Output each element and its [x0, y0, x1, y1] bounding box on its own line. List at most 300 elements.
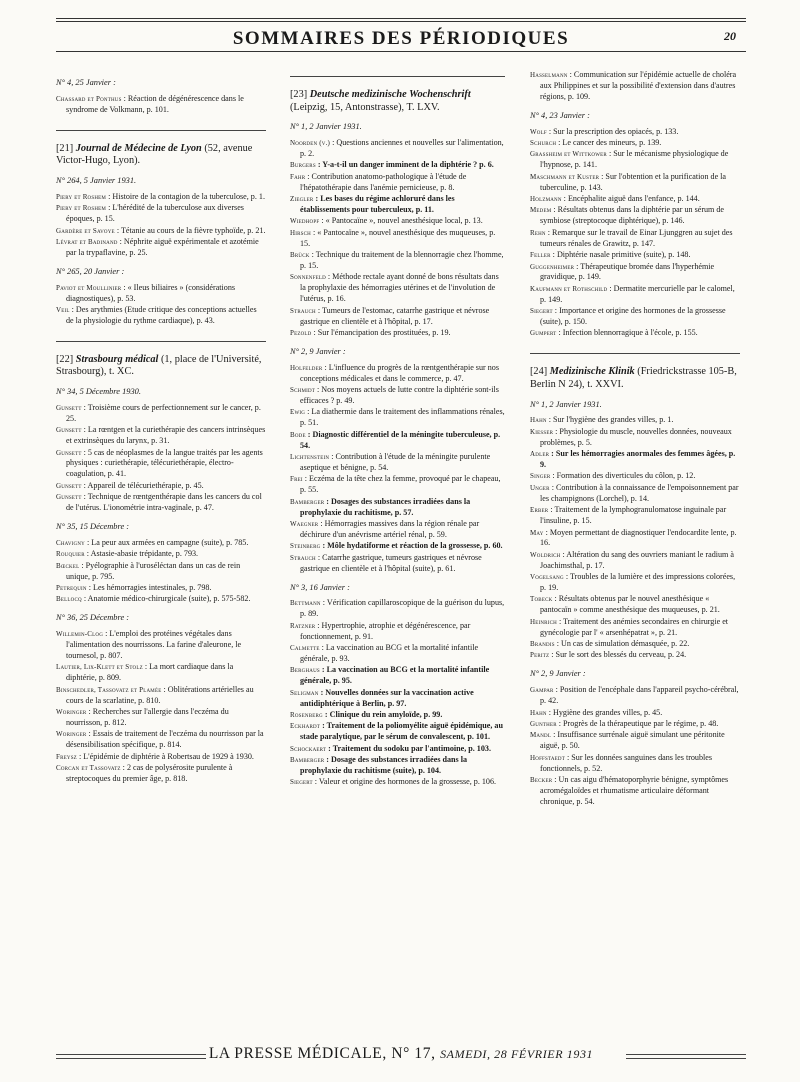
article-entry: [56, 629, 266, 662]
journal-address: (1, place de l'Université, Strasbourg), t. XC.: [56, 353, 262, 378]
column-2: [290, 70, 505, 789]
entry-title: : Communication sur l'épidémie actuelle de choléra aux Philippines et sur la possibilité d'extension dans d'autres régions, p. 109.: [540, 70, 737, 101]
entry-title: : Thérapeutique bromée dans l'hyperhémie gravidique, p. 149.: [540, 261, 715, 282]
article-entry: [530, 650, 740, 661]
entry-title: : L'hérédité de la tuberculose aux diverses époques, p. 15.: [66, 203, 244, 224]
article-entry: [56, 549, 266, 560]
entry-authors: Wolf: [530, 127, 547, 136]
article-entry: [56, 283, 266, 305]
entry-title: : Sur la prescription des opiacés, p. 133.: [546, 126, 679, 136]
issue-heading: N° 3, 16 Janvier :: [290, 582, 350, 592]
entry-title: : Importance et origine des hormones de la grossesse (suite), p. 150.: [540, 306, 726, 327]
entry-authors: Kiesser: [530, 427, 554, 436]
entry-title: : Physiologie du muscle, nouvelles données, nouveaux problèmes, p. 5.: [540, 426, 732, 447]
column-3: [530, 70, 740, 808]
article-entry: [56, 752, 266, 763]
entry-title: : Résultats obtenus par le nouvel anesthésique « pantocaïn » comme anesthésique des muqueuses, p. 21.: [540, 594, 720, 615]
entry-authors: Erber: [530, 506, 549, 515]
entry-title: : Des arythmies (Etude critique des conceptions actuelles de la physiologie du rythme cardiaque), p. 43.: [66, 304, 257, 325]
entry-authors: Kaufmann et Rothschild: [530, 284, 608, 293]
article-entry: [530, 262, 740, 284]
entry-title: : Réaction de dégénérescence dans le syndrome de Volkmann, p. 101.: [66, 93, 244, 114]
entry-authors: Bamberger: [290, 497, 325, 506]
page-header: [56, 18, 746, 52]
section-divider: [530, 353, 740, 354]
article-entry: [530, 194, 740, 205]
entry-title: : Troisième cours de perfectionnement sur le cancer, p. 25.: [66, 402, 261, 423]
article-entry: [530, 306, 740, 328]
entry-title: : Questions anciennes et nouvelles sur l'alimentation, p. 2.: [300, 138, 504, 158]
entry-title: : L'influence du progrès de la rœntgenthérapie sur nos conceptions médicales et dans le commerce, p. 47.: [300, 362, 499, 383]
article-entry: [290, 306, 505, 328]
entry-title: : Y-a-t-il un danger imminent de la diphtérie ? p. 6.: [315, 160, 494, 170]
article-entry: [530, 719, 740, 730]
entry-title: : La diathermie dans le traitement des inflammations rénales, p. 51.: [300, 407, 505, 428]
entry-title: : Dosages des substances irradiées dans la prophylaxie du rachitisme, p. 57.: [300, 496, 471, 517]
entry-title: : Contribution anatomo-pathologique à l'étude de l'hépatothérapie dans l'anémie pernicieuse, p. 8.: [300, 171, 467, 192]
article-entry: [290, 688, 505, 710]
journal-number: [22]: [56, 353, 76, 365]
article-entry: [290, 755, 505, 777]
entry-authors: Fahr: [290, 172, 306, 181]
journal-heading: [530, 366, 740, 391]
article-entry: [530, 427, 740, 449]
entry-authors: Hoffstaedt: [530, 753, 565, 762]
article-entry: [290, 452, 505, 474]
entry-authors: Lautier, Lix-Klett et Stolz: [56, 663, 143, 672]
entry-title: : Sur l'émancipation des prostituées, p. 19.: [311, 328, 451, 337]
entry-authors: Frei: [290, 475, 303, 484]
footer-date: SAMEDI, 28 FÉVRIER 1931: [440, 1047, 594, 1061]
entry-authors: Petrequin: [56, 583, 87, 592]
journal-name: Journal de Médecine de Lyon: [75, 142, 202, 154]
entry-title: : Les bases du régime achloruré dans les établissements pour tuberculeux, p. 11.: [300, 194, 455, 215]
entry-authors: Bellocq: [56, 595, 82, 604]
entry-title: : Hygiène des grandes villes, p. 45.: [546, 707, 663, 717]
column-1: [56, 70, 266, 785]
entry-title: : Nos moyens actuels de lutte contre la diphtérie sont-ils efficaces ? p. 49.: [300, 385, 499, 406]
entry-authors: Grassheim et Wittkower: [530, 150, 607, 159]
entry-authors: Bode: [290, 430, 306, 439]
article-entry: [530, 70, 740, 103]
article-entry: [530, 708, 740, 719]
entry-title: : Anatomie médico-chirurgicale (suite), p. 575-582.: [81, 594, 251, 604]
entry-title: : Môle hydatiforme et réaction de la grossesse, p. 60.: [320, 541, 503, 551]
entry-title: : « Pantocaïne », nouvel anesthésique local, p. 13.: [319, 216, 483, 226]
entry-authors: Veil: [56, 305, 70, 314]
article-entry: [290, 744, 505, 755]
article-entry: [290, 160, 505, 171]
entry-title: : Sur le sort des blessés du cerveau, p. 24.: [549, 650, 687, 660]
article-entry: [290, 216, 505, 227]
entry-authors: Tobeck: [530, 595, 553, 604]
entry-title: : Hypertrophie, atrophie et dégénérescence, par fonctionnement, p. 91.: [300, 620, 471, 641]
article-entry: [56, 594, 266, 605]
issue-heading: N° 2, 9 Janvier :: [530, 669, 586, 679]
entry-authors: Gunsett: [56, 493, 82, 502]
entry-authors: Chavigny: [56, 538, 85, 547]
entry-title: : Sur l'hygiène des grandes villes, p. 1.: [546, 415, 674, 425]
article-entry: [290, 643, 505, 665]
issue-heading: N° 1, 2 Janvier 1931.: [290, 122, 362, 132]
journal-address: (Friedrickstrasse 105-B, Berlin N 24), t. XXVI.: [530, 366, 737, 390]
entry-authors: Holfelder: [290, 363, 323, 372]
entry-authors: Lévrat et Badinand: [56, 237, 118, 246]
article-entry: [530, 775, 740, 808]
entry-title: : Insuffisance surrénale aiguë simulant une péritonite aiguë, p. 50.: [540, 730, 725, 751]
entry-authors: Mandl: [530, 731, 552, 740]
entry-authors: Rosenberg: [290, 711, 323, 719]
issue-heading: N° 264, 5 Janvier 1931.: [56, 175, 137, 185]
entry-authors: Peritz: [530, 651, 550, 660]
article-entry: [290, 519, 505, 541]
article-entry: [530, 449, 740, 471]
entry-authors: Noorden (v.): [290, 139, 331, 148]
entry-authors: Gunsett: [56, 403, 82, 412]
entry-title: : Sur les hémorragies anormales des femmes âgées, p. 9.: [540, 449, 736, 470]
article-entry: [290, 385, 505, 407]
article-entry: [530, 250, 740, 261]
entry-title: : Méthode rectale ayant donné de bons résultats dans la prophylaxie des hémorragies utérines et de l'involution de l'utérus, p. 16.: [300, 272, 499, 304]
entry-title: : Moyen permettant de diagnostiquer l'endocardite lente, p. 16.: [540, 527, 737, 548]
entry-title: : Remarque sur le travail de Einar Ljunggren au sujet des tumeurs rénales de Grawitz, p. 147.: [540, 227, 733, 248]
entry-authors: Freysz: [56, 752, 77, 761]
entry-authors: Rehn: [530, 228, 546, 237]
entry-authors: Vogelsang: [530, 573, 564, 582]
entry-authors: Bettmann: [290, 599, 321, 608]
article-entry: [290, 621, 505, 643]
article-entry: [530, 415, 740, 426]
entry-title: : 2 cas de polysérosite purulente à streptocoques du premier âge, p. 818.: [66, 763, 233, 783]
issue-heading: N° 2, 9 Janvier :: [290, 346, 346, 356]
entry-authors: Gunsett: [56, 426, 82, 435]
entry-title: : La peur aux armées en campagne (suite), p. 785.: [84, 537, 249, 547]
entry-title: : Technique du traitement de la blennorragie chez l'homme, p. 15.: [300, 250, 504, 271]
entry-title: : Sur le mécanisme physiologique de l'hypnose, p. 141.: [540, 149, 729, 170]
issue-heading: N° 4, 25 Janvier :: [56, 78, 116, 87]
entry-authors: Chassard et Ponthus: [56, 94, 122, 103]
entry-title: : Valeur et origine des hormones de la grossesse, p. 106.: [312, 777, 497, 787]
entry-title: : Catarrhe gastrique, tumeurs gastriques et névrose gastrique en clientèle et à l'hôpital (suite), p. 61.: [300, 552, 482, 573]
article-entry: [290, 721, 505, 743]
section-divider: [56, 341, 266, 342]
article-entry: [290, 665, 505, 687]
entry-authors: Pezold: [290, 329, 312, 337]
entry-authors: Calmette: [290, 644, 320, 653]
entry-authors: Guggenheimer: [530, 262, 575, 271]
entry-authors: Ziegler: [290, 195, 314, 204]
entry-authors: Piery et Roshem: [56, 192, 107, 201]
article-entry: [290, 250, 505, 272]
entry-authors: Woringer: [56, 730, 87, 739]
article-entry: [290, 272, 505, 305]
entry-authors: Sonnenfeld: [290, 273, 326, 282]
entry-authors: Strauch: [290, 553, 316, 562]
article-entry: [290, 474, 505, 496]
entry-title: : Pyélographie à l'uroséléctan dans un cas de rein unique, p. 795.: [66, 560, 241, 581]
entry-authors: Gunsett: [56, 448, 82, 457]
entry-title: : La vaccination au BCG et la mortalité infantile générale, p. 95.: [300, 665, 490, 686]
journal-address: (Leipzig, 15, Antonstrasse), T. LXV.: [290, 101, 440, 113]
article-entry: [290, 228, 505, 250]
entry-authors: Ratzner: [290, 621, 316, 630]
article-entry: [530, 617, 740, 639]
issue-heading: N° 265, 20 Janvier :: [56, 266, 125, 276]
article-entry: [290, 777, 505, 788]
entry-authors: Seligman: [290, 688, 319, 697]
entry-title: : Sur les données sanguines dans les troubles fonctionnels, p. 52.: [540, 752, 713, 773]
section-divider: [290, 76, 505, 77]
issue-heading: N° 34, 5 Décembre 1930.: [56, 386, 141, 396]
header-rule-top: [56, 18, 746, 19]
entry-authors: Steinberg: [290, 542, 321, 551]
article-entry: [530, 228, 740, 250]
article-entry: [56, 763, 266, 785]
entry-title: : Appareil de télécuriethérapie, p. 45.: [81, 480, 204, 490]
entry-title: : Formation des diverticules du côlon, p. 12.: [550, 471, 696, 481]
entry-authors: Wiedhopf: [290, 217, 320, 226]
journal-number: [23]: [290, 89, 310, 100]
article-entry: [530, 594, 740, 616]
section-divider: [56, 130, 266, 131]
article-entry: [56, 707, 266, 729]
entry-title: : La rœntgen et la curiethérapie des cancers intrinsèques et extrinsèques du larynx, p. 31.: [66, 425, 266, 446]
journal-heading: [56, 143, 266, 168]
entry-authors: May: [530, 528, 544, 537]
entry-title: : Clinique du rein amyloïde, p. 99.: [322, 710, 443, 719]
article-entry: [290, 541, 505, 552]
header-rule-top-2: [56, 21, 746, 22]
entry-title: : Tétanie au cours de la fièvre typhoïde, p. 21.: [114, 225, 266, 235]
article-entry: [530, 572, 740, 594]
entry-title: : Résultats obtenus dans la diphtérie par un sérum de symbiose (streptocoque diphtérique), p. 146.: [540, 205, 725, 226]
entry-authors: Rouquier: [56, 550, 85, 559]
article-entry: [530, 149, 740, 171]
entry-title: : L'emploi des protéines végétales dans l'alimentation des nourrissons. La farine d'aleurone, le tournesol, p. 807.: [66, 629, 242, 660]
article-entry: [56, 481, 266, 492]
article-entry: [56, 192, 266, 203]
article-entry: [530, 528, 740, 550]
article-entry: [530, 471, 740, 482]
article-entry: [290, 710, 505, 721]
page-title: SOMMAIRES DES PÉRIODIQUES: [232, 28, 570, 49]
article-entry: [56, 685, 266, 707]
entry-authors: Medem: [530, 206, 552, 215]
entry-title: : Traitement des anémies secondaires en chirurgie et gynécologie par l' « arsenhépatrat », p. 21.: [540, 616, 729, 637]
entry-authors: Maschmann et Kuster: [530, 172, 600, 181]
article-entry: [530, 483, 740, 505]
entry-authors: Burgers: [290, 161, 316, 170]
entry-authors: Singer: [530, 472, 551, 481]
entry-title: : Traitement de la poliomyélite aiguë épidémique, au stade paralytique, par le sérum de convalescent, p. 101.: [300, 721, 503, 742]
entry-title: : Nouvelles données sur la vaccination active antidiphtérique à Berlin, p. 97.: [300, 687, 474, 708]
journal-number: [24]: [530, 366, 550, 378]
entry-title: : Technique de rœntgenthérapie dans les cancers du col de l'utérus. L'ionométrie intra-vaginale, p. 47.: [66, 492, 262, 513]
entry-title: : Le cancer des mineurs, p. 139.: [556, 138, 662, 148]
entry-title: : Dermatite mercurielle par le calomel, p. 149.: [540, 283, 735, 304]
entry-title: : « Pantocaïne », nouvel anesthésique des muqueuses, p. 15.: [300, 227, 496, 248]
entry-title: : Traitement du sodoku par l'antimoine, p. 103.: [326, 743, 491, 753]
entry-authors: Gunther: [530, 720, 557, 728]
article-entry: [56, 226, 266, 237]
issue-heading: N° 4, 23 Janvier :: [530, 110, 590, 120]
article-entry: [530, 284, 740, 306]
issue-heading: N° 1, 2 Janvier 1931.: [530, 399, 602, 409]
entry-authors: Heinrich: [530, 617, 557, 626]
entry-title: : La mort cardiaque dans la diphtérie, p. 809.: [66, 662, 234, 683]
entry-authors: Piery et Roshem: [56, 204, 107, 213]
journal-address: (52, avenue Victor-Hugo, Lyon).: [56, 142, 253, 167]
header-rule-bottom: [56, 51, 746, 52]
article-entry: [56, 203, 266, 225]
entry-authors: Holzmann: [530, 195, 562, 204]
article-entry: [56, 583, 266, 594]
entry-title: : Diagnostic différentiel de la méningite tuberculeuse, p. 54.: [300, 429, 501, 450]
entry-authors: Lichtenstein: [290, 453, 330, 462]
article-entry: [530, 505, 740, 527]
entry-title: : Sur l'obtention et la purification de la tuberculine, p. 143.: [540, 171, 727, 192]
article-entry: [530, 205, 740, 227]
entry-title: : Hémorragies massives dans la région rénale par déchirure d'un anévrisme artériel rénal, p. 59.: [300, 519, 480, 539]
article-entry: [530, 639, 740, 650]
entry-authors: Hahn: [530, 708, 547, 717]
journal-heading: [56, 354, 266, 379]
journal-heading: [290, 89, 505, 114]
entry-authors: Bamberger: [290, 756, 325, 765]
entry-title: : L'épidémie de diphtérie à Robertsau de 1929 à 1930.: [76, 751, 254, 761]
journal-name: Medizinische Klinik: [549, 366, 635, 378]
entry-authors: Gunsett: [56, 481, 82, 490]
entry-title: : Contribution à l'étude de la méningite purulente aseptique et bénigne, p. 54.: [300, 452, 491, 472]
entry-authors: Brück: [290, 251, 310, 260]
article-entry: [290, 598, 505, 620]
article-entry: [290, 430, 505, 452]
entry-authors: Gumpert: [530, 329, 557, 338]
entry-title: : Tumeurs de l'estomac, catarrhe gastrique et névrose gastrique en clientèle et à l'hôpital, p. 17.: [300, 305, 490, 326]
article-entry: [530, 172, 740, 194]
entry-title: : Traitement de la lymphogranulomatose inguinale par l'insuline, p. 15.: [540, 505, 727, 526]
entry-title: : Astasie-abasie trépidante, p. 793.: [84, 549, 199, 559]
entry-title: : Histoire de la contagion de la tuberculose, p. 1.: [106, 191, 265, 201]
entry-authors: Schockaert: [290, 744, 327, 753]
entry-title: : Progrès de la thérapeutique par le régime, p. 48.: [556, 719, 719, 728]
article-entry: [530, 730, 740, 752]
entry-authors: Hirsch: [290, 228, 311, 237]
entry-title: : Infection blennorragique à l'école, p. 155.: [556, 328, 698, 338]
page-footer: [56, 1043, 746, 1065]
entry-authors: Hasselmann: [530, 71, 568, 79]
article-entry: [530, 127, 740, 138]
article-entry: [290, 138, 505, 160]
entry-authors: Willemin-Clog: [56, 630, 104, 639]
entry-title: : Oblitérations artérielles au cours de la scarlatine, p. 810.: [66, 684, 254, 705]
article-entry: [56, 94, 266, 116]
article-entry: [56, 305, 266, 327]
entry-authors: Woringer: [56, 708, 87, 717]
entry-authors: Schurch: [530, 139, 557, 148]
article-entry: [56, 448, 266, 481]
page-number: 20: [724, 29, 736, 43]
article-entry: [290, 553, 505, 575]
entry-authors: Feller: [530, 251, 551, 260]
entry-title: : Les hémorragies intestinales, p. 798.: [86, 582, 212, 592]
article-entry: [56, 662, 266, 684]
article-entry: [290, 328, 505, 339]
issue-heading: N° 36, 25 Décembre :: [56, 613, 130, 623]
journal-name: Deutsche medizinische Wochenschrift: [309, 89, 471, 100]
entry-authors: Siegert: [530, 307, 553, 316]
article-entry: [56, 492, 266, 514]
article-entry: [290, 172, 505, 194]
entry-authors: Adler: [530, 450, 550, 459]
entry-authors: Gardère et Savoye: [56, 226, 115, 235]
entry-authors: Siegert: [290, 778, 313, 787]
entry-authors: Berghaus: [290, 666, 320, 675]
entry-title: : Un cas de simulation démasquée, p. 22.: [554, 639, 690, 649]
entry-title: : Altération du sang des ouvriers maniant le radium à Joachimsthal, p. 17.: [540, 549, 734, 570]
entry-title: : Néphrite aiguë expérimentale et azotémie par la trypaflavine, p. 25.: [66, 236, 259, 257]
entry-authors: Waegner: [290, 520, 319, 528]
entry-title: : Un cas aigu d'hématoporphyrie bénigne, symptômes acromégaloïdes et rhumatisme articulaire déformant chronique, p. 54.: [540, 775, 729, 806]
article-entry: [530, 550, 740, 572]
entry-authors: Paviot et Moullinier: [56, 283, 122, 292]
entry-title: : Position de l'encéphale dans l'appareil psycho-cérébral, p. 42.: [540, 685, 739, 706]
entry-authors: Corcan et Tassovatz: [56, 764, 121, 773]
article-entry: [56, 538, 266, 549]
entry-title: : Encéphalite aiguë dans l'enfance, p. 144.: [561, 194, 700, 204]
entry-authors: Strauch: [290, 306, 316, 315]
entry-authors: Brandis: [530, 640, 555, 649]
entry-title: : Recherches sur l'allergie dans l'eczéma du nourrisson, p. 812.: [66, 707, 229, 727]
article-entry: [290, 194, 505, 216]
entry-title: : Vérification capillaroscopique de la guérison du lupus, p. 89.: [300, 598, 505, 619]
article-entry: [56, 237, 266, 259]
entry-authors: Unger: [530, 483, 550, 492]
article-entry: [290, 363, 505, 385]
entry-authors: Binschedler, Tassovatz et Plamée: [56, 685, 162, 694]
article-entry: [530, 328, 740, 339]
entry-authors: Woldrich: [530, 550, 561, 559]
article-entry: [530, 753, 740, 775]
footer-rule-right: [626, 1054, 746, 1059]
article-entry: [290, 497, 505, 519]
entry-authors: Becker: [530, 776, 553, 785]
article-entry: [530, 138, 740, 149]
article-entry: [56, 403, 266, 425]
footer-journal: LA PRESSE MÉDICALE, N° 17,: [208, 1045, 436, 1062]
entry-authors: Hahn: [530, 416, 547, 425]
entry-authors: Ewig: [290, 408, 306, 417]
article-entry: [56, 729, 266, 751]
entry-title: : Troubles de la lumière et des impressions colorées, p. 19.: [540, 572, 736, 593]
journal-name: Strasbourg médical: [75, 353, 159, 365]
article-entry: [290, 407, 505, 429]
entry-title: : Dosage des substances irradiées dans la prophylaxie du rachitisme (suite), p. 104.: [300, 755, 468, 776]
entry-title: : 5 cas de néoplasmes de la langue traités par les agents physiques : curiethérapie, télécuriethérapie, électro-coagulation, p. 41.: [66, 447, 263, 479]
article-entry: [56, 561, 266, 583]
entry-authors: Eckhardt: [290, 722, 321, 731]
entry-title: : Diphtérie nasale primitive (suite), p. 148.: [550, 250, 691, 260]
journal-number: [21]: [56, 142, 76, 154]
article-entry: [56, 425, 266, 447]
entry-authors: Schmidt: [290, 386, 316, 395]
entry-title: : « Ileus biliaires » (considérations diagnostiques), p. 53.: [66, 282, 236, 303]
entry-title: : Eczéma de la tête chez la femme, provoqué par le chapeau, p. 55.: [300, 474, 501, 495]
entry-title: : La vaccination au BCG et la mortalité infantile générale, p. 93.: [300, 643, 479, 663]
entry-title: : Essais de traitement de l'eczéma du nourrisson par la désensibilisation spécifique, p. 814.: [66, 729, 264, 750]
issue-heading: N° 35, 15 Décembre :: [56, 521, 130, 531]
entry-authors: Gampar: [530, 686, 554, 695]
